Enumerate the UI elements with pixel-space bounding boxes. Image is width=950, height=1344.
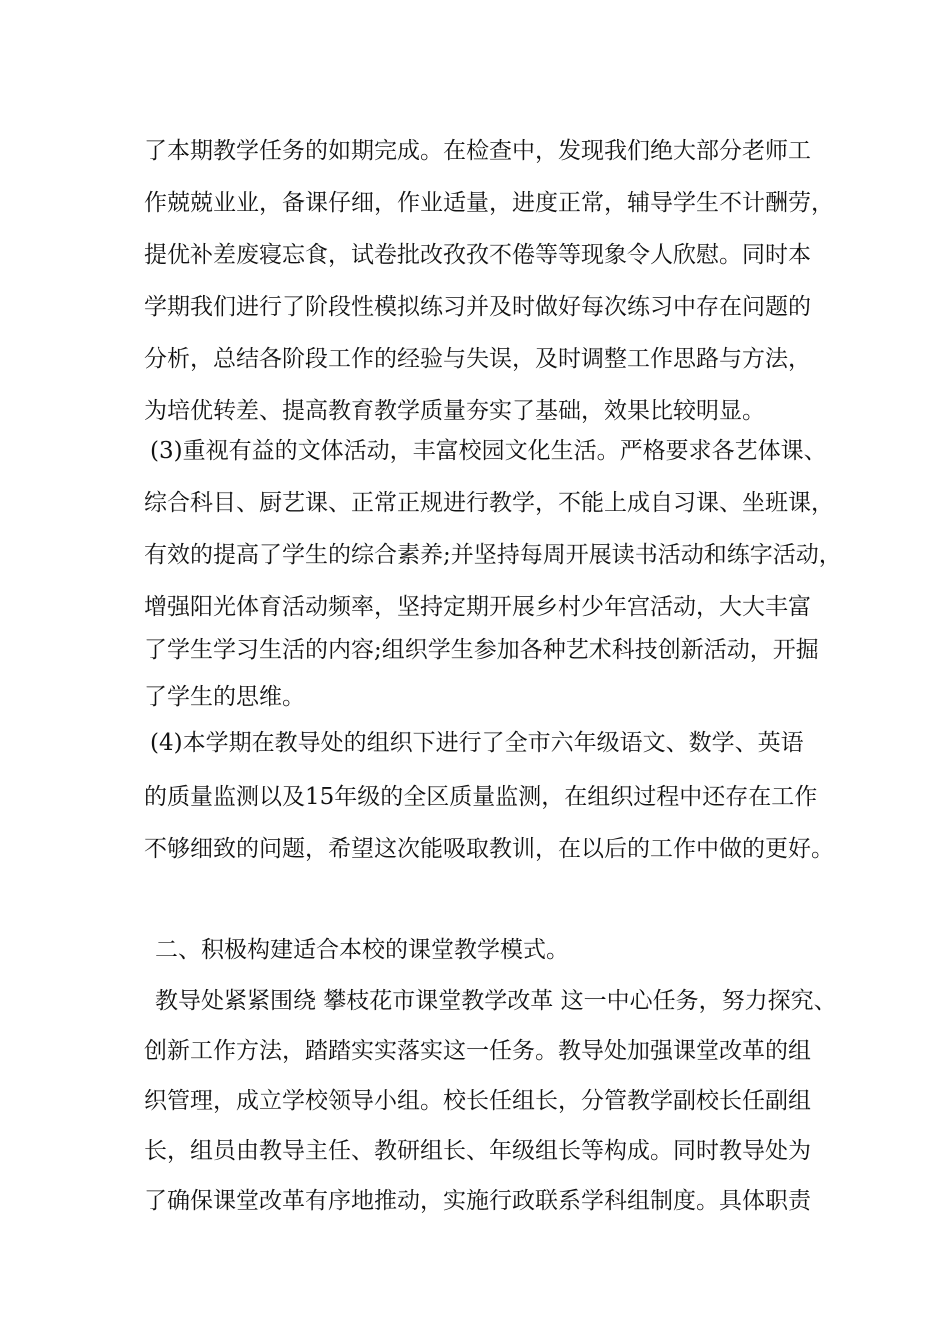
text-line: 长，组员由教导主任、教研组长、年级组长等构成。同时教导处为 <box>144 1138 811 1164</box>
text-line: 有效的提高了学生的综合素养;并坚持每周开展读书活动和练字活动， <box>144 542 842 568</box>
text-line: 增强阳光体育活动频率，坚持定期开展乡村少年宫活动，大大丰富 <box>144 594 811 620</box>
text-line: 不够细致的问题，希望这次能吸取教训，在以后的工作中做的更好。 <box>144 836 834 862</box>
text-line: (4)本学期在教导处的组织下进行了全市六年级语文、数学、英语 <box>150 730 804 756</box>
text-line: 创新工作方法，踏踏实实落实这一任务。教导处加强课堂改革的组 <box>144 1038 811 1064</box>
text-line: 了本期教学任务的如期完成。在检查中，发现我们绝大部分老师工 <box>144 138 811 164</box>
text-line: 分析，总结各阶段工作的经验与失误，及时调整工作思路与方法， <box>144 346 811 372</box>
section-heading: 二、积极构建适合本校的课堂教学模式。 <box>155 937 569 963</box>
text-line: 教导处紧紧围绕 攀枝花市课堂教学改革 这一中心任务，努力探究、 <box>155 988 837 1014</box>
text-line: 提优补差废寝忘食，试卷批改孜孜不倦等等现象令人欣慰。同时本 <box>144 242 811 268</box>
text-line: 织管理，成立学校领导小组。校长任组长，分管教学副校长任副组 <box>144 1088 811 1114</box>
text-line: 作兢兢业业，备课仔细，作业适量，进度正常，辅导学生不计酬劳， <box>144 190 834 216</box>
text-line: 的质量监测以及15年级的全区质量监测，在组织过程中还存在工作 <box>144 784 818 810</box>
text-line: 为培优转差、提高教育教学质量夯实了基础，效果比较明显。 <box>144 398 765 424</box>
text-line: 了确保课堂改革有序地推动，实施行政联系学科组制度。具体职责 <box>144 1188 811 1214</box>
text-line: 综合科目、厨艺课、正常正规进行教学，不能上成自习课、坐班课， <box>144 490 834 516</box>
text-line: 了学生学习生活的内容;组织学生参加各种艺术科技创新活动，开掘 <box>144 637 819 663</box>
text-line: 学期我们进行了阶段性模拟练习并及时做好每次练习中存在问题的 <box>144 294 811 320</box>
text-line: 了学生的思维。 <box>144 684 305 710</box>
text-line: (3)重视有益的文体活动，丰富校园文化生活。严格要求各艺体课、 <box>150 438 827 464</box>
